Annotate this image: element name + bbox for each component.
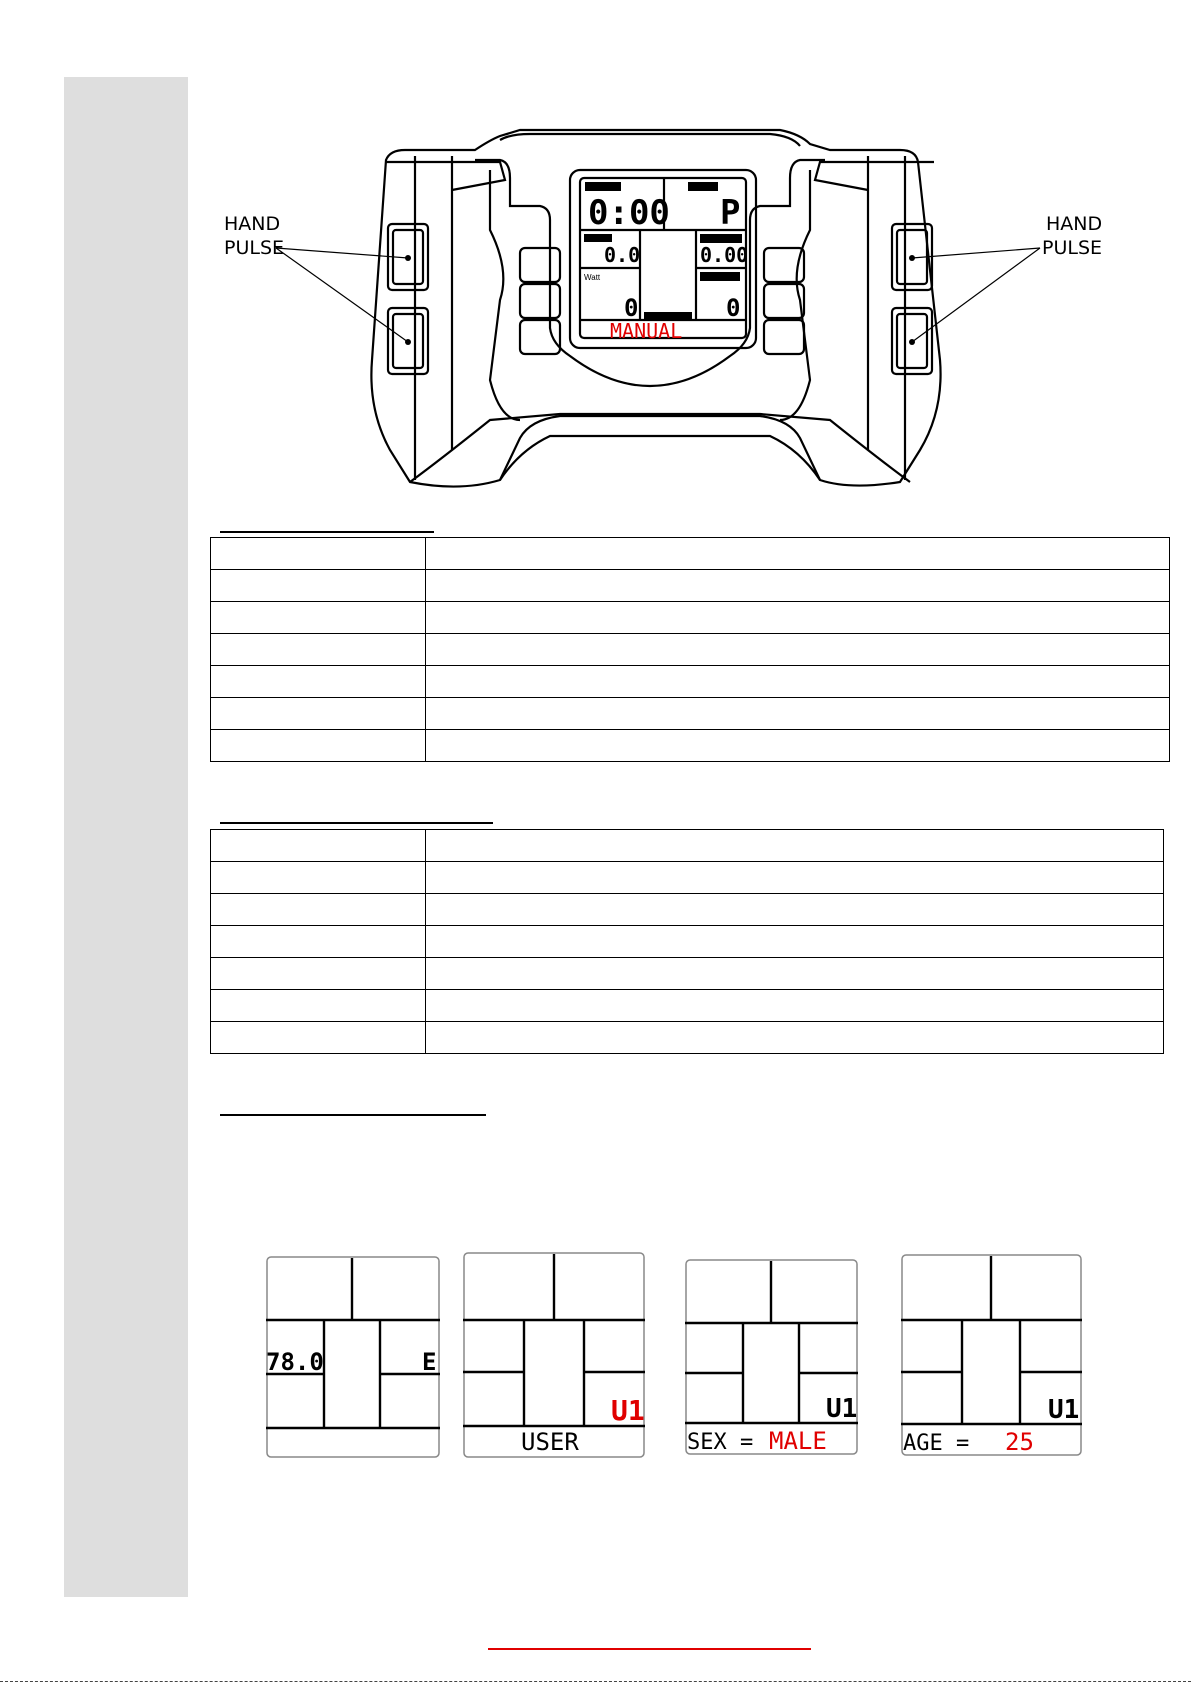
console-diagram (200, 120, 1120, 500)
section3-heading-line (220, 1114, 486, 1116)
hand-label-right: HAND (1046, 213, 1103, 235)
table-cell-description (426, 958, 1164, 990)
table-cell-description (426, 570, 1170, 602)
mode-text: MANUAL (610, 319, 683, 343)
program-value: P (720, 193, 741, 233)
pulse-label-left: PULSE (224, 237, 285, 259)
watt-label: Watt (584, 273, 601, 282)
table-row (211, 602, 1170, 634)
hand-label-left: HAND (224, 213, 281, 235)
table-cell-description (426, 926, 1164, 958)
table-cell-description (426, 1022, 1164, 1054)
table-cell-description (426, 862, 1164, 894)
spec-table-2 (210, 829, 1164, 1054)
table-cell-description (426, 538, 1170, 570)
sex-label: SEX = (687, 1430, 754, 1455)
table-cell-label (211, 538, 426, 570)
table-cell-description (426, 894, 1164, 926)
sex-user-id-value: U1 (826, 1394, 858, 1424)
table-cell-label (211, 602, 426, 634)
lcd-screen-sex (685, 1259, 858, 1455)
lcd-screen-user (463, 1252, 645, 1458)
user-label: USER (521, 1428, 579, 1456)
lcd-screen-age (901, 1254, 1082, 1456)
table-cell-description (426, 830, 1164, 862)
table-cell-label (211, 862, 426, 894)
table-cell-label (211, 926, 426, 958)
sex-value: MALE (769, 1427, 827, 1455)
table-cell-description (426, 634, 1170, 666)
weight-value: 78.0 (266, 1348, 324, 1376)
table-row (211, 990, 1164, 1022)
table-row (211, 894, 1164, 926)
speed-value: 0.0 (604, 243, 641, 267)
table-row (211, 730, 1170, 762)
table-cell-label (211, 666, 426, 698)
table-cell-label (211, 698, 426, 730)
table-row (211, 538, 1170, 570)
lcd-screen-weight (266, 1256, 440, 1458)
section1-heading-line (220, 531, 434, 533)
table-row (211, 666, 1170, 698)
time-value: 0:00 (588, 193, 670, 233)
user-id-value: U1 (611, 1394, 645, 1427)
watt-value: 0 (624, 294, 639, 322)
table-cell-description (426, 990, 1164, 1022)
age-user-id-value: U1 (1048, 1395, 1080, 1425)
pulse-label-right: PULSE (1042, 237, 1103, 259)
distance-value: 0.00 (700, 243, 749, 267)
table-cell-label (211, 730, 426, 762)
table-cell-description (426, 698, 1170, 730)
screen1-right-value: E (422, 1348, 437, 1376)
table-row (211, 570, 1170, 602)
table-cell-label (211, 894, 426, 926)
table-cell-label (211, 958, 426, 990)
table-row (211, 830, 1164, 862)
table-row (211, 958, 1164, 990)
footer-red-line (488, 1648, 811, 1650)
table-cell-label (211, 634, 426, 666)
table-cell-label (211, 570, 426, 602)
table-cell-description (426, 602, 1170, 634)
table-row (211, 634, 1170, 666)
table-cell-label (211, 830, 426, 862)
table-cell-label (211, 990, 426, 1022)
spec-table-1 (210, 537, 1170, 762)
section2-heading-line (220, 822, 493, 824)
table-cell-description (426, 666, 1170, 698)
table-row (211, 1022, 1164, 1054)
table-cell-description (426, 730, 1170, 762)
table-row (211, 862, 1164, 894)
table-row (211, 698, 1170, 730)
table-row (211, 926, 1164, 958)
pulse-value: 0 (726, 294, 741, 322)
page-sidebar (64, 77, 188, 1597)
page-bottom-edge (0, 1681, 1191, 1682)
age-label: AGE = (903, 1431, 970, 1456)
age-value: 25 (1005, 1428, 1034, 1456)
table-cell-label (211, 1022, 426, 1054)
